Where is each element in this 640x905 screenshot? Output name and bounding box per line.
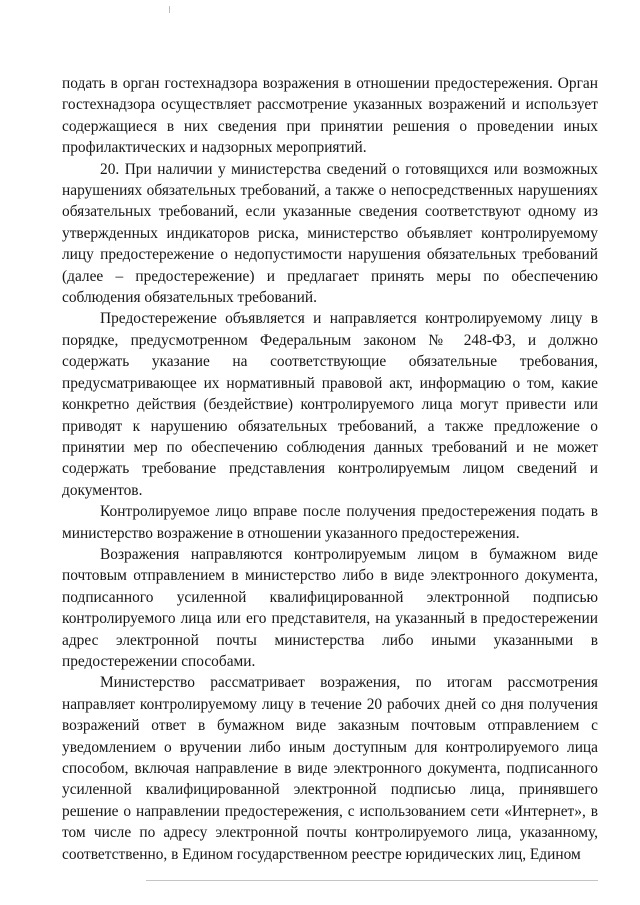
paragraph-continuation: подать в орган гостехнадзора возражения в отношении предостережения. Орган гостехнадзора осуществляет рассмотрение указанных возражений и использует содержащиеся в них сведения при принятии решения о проведении иных профилактических и надзорных мероприятий. [62, 75, 598, 157]
paragraph-objection-submission: Возражения направляются контролируемым лицом в бумажном виде почтовым отправлением в министерство либо в виде электронного документа, подписанного усиленной квалифицированной электронной подписью контролируемого лица или его представителя, на указанный в предостережении адрес электронной почты министерства либо иными указанными в предостережении способами. [62, 545, 598, 670]
paragraph-item-20: 20. При наличии у министерства сведений о готовящихся или возможных нарушениях обязательных требований, а также о непосредственных нарушениях обязательных требований, если указанные сведения соответствуют одному из утвержденных индикаторов риска, министерство объявляет контролируемому лицу предостережение о недопустимости нарушения обязательных требований (далее – предостережение) и предлагает принять меры по обеспечению соблюдения обязательных требований. [62, 160, 598, 307]
footer-divider [146, 880, 598, 881]
paragraph-objection-right: Контролируемое лицо вправе после получения предостережения подать в министерство возражение в отношении указанного предостережения. [62, 503, 598, 542]
paragraph-objection-review: Министерство рассматривает возражения, по итогам рассмотрения направляет контролируемому лицу в течение 20 рабочих дней со дня получения возражений ответ в бумажном виде заказным почтовым отправлением с уведомлением о вручении либо иным доступным для контролируемого лица способом, включая направление в виде электронного документа, подписанного усиленной квалифицированной электронной подписью лица, принявшего решение о направлении предостережения, с использованием сети «Интернет», в том числе по адресу электронной почты контролируемого лица, указанному, соответственно, в Едином государственном реестре юридических лиц, Едином [62, 674, 598, 863]
paragraph-warning-procedure: Предостережение объявляется и направляется контролируемому лицу в порядке, предусмотренном Федеральным законом № 248-ФЗ, и должно содержать указание на соответствующие обязательные требования, предусматривающее их нормативный правовой акт, информацию о том, какие конкретно действия (бездействие) контролируемого лица могут привести или приводят к нарушению обязательных требований, а также предложение о принятии мер по обеспечению соблюдения данных требований и не может содержать требование представления контролируемым лицом сведений и документов. [62, 310, 598, 499]
document-body [62, 73, 598, 865]
scan-mark [169, 6, 170, 13]
